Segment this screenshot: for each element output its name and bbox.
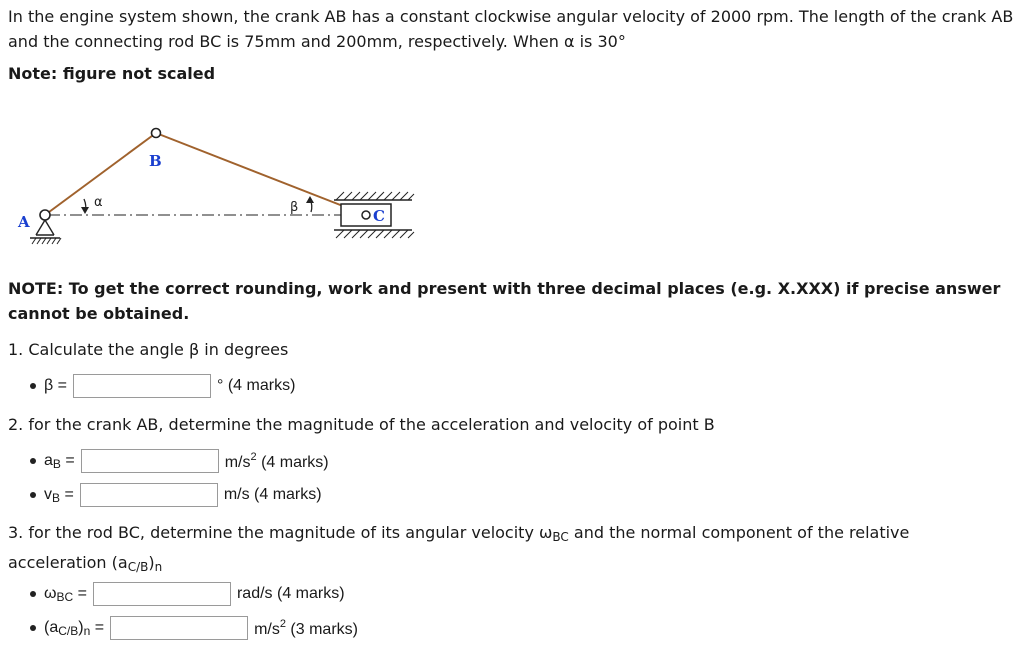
answer-row-wBC — [44, 580, 345, 608]
vB-unit: m/s (4 marks) — [223, 486, 322, 503]
aCBn-input[interactable] — [110, 616, 248, 640]
aB-label: $a_B$ = — [44, 451, 75, 471]
engine-mechanism-figure — [0, 118, 430, 258]
answer-row-vB — [44, 481, 322, 509]
answer-row-beta — [44, 372, 295, 400]
aB-input[interactable] — [81, 449, 219, 473]
wBC-label: $\omega_{BC}$ = — [44, 584, 87, 604]
bullet — [30, 458, 36, 464]
figure-note: Note: figure not scaled — [8, 64, 216, 83]
aCBn-label: $(a_{C/B})_n$ = — [44, 618, 105, 638]
answer-row-aB — [44, 447, 329, 475]
bullet — [30, 492, 36, 498]
pin-c — [362, 211, 370, 219]
bullet — [30, 591, 36, 597]
question-3: 3. for the rod BC, determine the magnitude of its angular velocity $\omega_{BC}$ and the normal component of the relative acceleration $(a_{C/B})_n$ — [8, 523, 910, 574]
beta-unit: ° (4 marks) — [217, 377, 296, 394]
pin-b — [152, 129, 161, 138]
vB-label: $v_B$ = — [44, 485, 74, 505]
problem-intro: In the engine system shown, the crank AB has a constant clockwise angular velocity of 2000 rpm. The length of the crank AB and the connecting rod BC is 75mm and 200mm, respectively. When α is 30° — [8, 7, 1014, 51]
question-2: 2. for the crank AB, determine the magnitude of the acceleration and velocity of point B — [8, 415, 715, 434]
beta-input[interactable] — [73, 374, 211, 398]
label-a: A — [18, 213, 30, 231]
label-c: C — [373, 207, 385, 225]
aCBn-unit: $m/s^2$ (3 marks) — [254, 617, 358, 638]
bullet — [30, 625, 36, 631]
answer-row-aCBn — [44, 614, 358, 642]
rod-bc — [156, 133, 366, 215]
bullet — [30, 383, 36, 389]
wBC-unit: rad/s (4 marks) — [236, 585, 345, 602]
question-1: 1. Calculate the angle β in degrees — [8, 340, 289, 359]
label-beta: β — [290, 200, 299, 215]
label-alpha: α — [94, 195, 103, 210]
label-b: B — [149, 152, 162, 170]
aB-unit: $m/s^2$ (4 marks) — [224, 450, 329, 471]
vB-input[interactable] — [80, 483, 218, 507]
rounding-note: NOTE: To get the correct rounding, work and present with three decimal places (e.g. X.XXX) if precise answer cannot be obtained. — [8, 279, 1001, 323]
wBC-input[interactable] — [93, 582, 231, 606]
beta-label: β = — [44, 377, 67, 394]
